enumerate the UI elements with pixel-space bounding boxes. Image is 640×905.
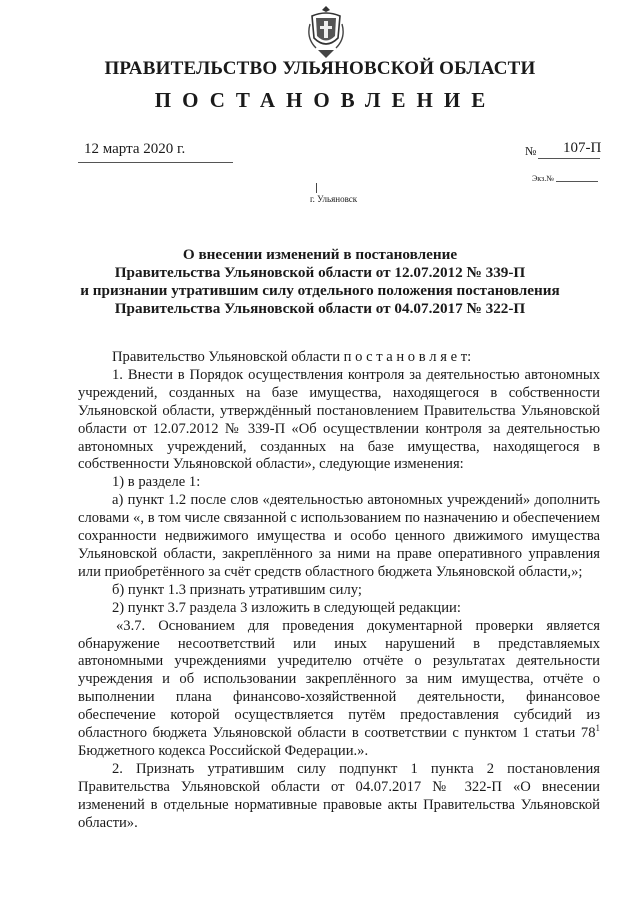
document-body [78, 349, 600, 832]
number-sign: № [525, 144, 537, 158]
document-type: ПОСТАНОВЛЕНИЕ [154, 88, 497, 112]
city-label: г. Ульяновск [310, 194, 358, 204]
document-date: 12 марта 2020 г. [84, 141, 186, 157]
title-line: и признании утратившим силу отдельного положения постановления [80, 282, 560, 299]
document-number: 107-П [563, 140, 602, 156]
paragraph-1: 1. Внести в Порядок осуществления контроля за деятельностью автономных учреждений, созданных на базе имущества, находящегося в собственности Ульяновской области, утверждённый постановлением Правительства Ульяновской области от 12.07.2012 № 339-П «Об осуществлении контроля за деятельностью автономных учреждений, созданных на базе имущества, находящегося в собственности Ульяновской области», следующие изменения: [78, 366, 600, 473]
number-underline [538, 158, 600, 159]
paragraph-1-1: 1) в разделе 1: [112, 474, 201, 491]
title-line: О внесении изменений в постановление [182, 246, 458, 263]
paragraph-1-1-b: б) пункт 1.3 признать утратившим силу; [112, 581, 362, 598]
copy-number-label: Экз.№ [532, 174, 554, 183]
intro-paragraph: Правительство Ульяновской области п о с т а н о в л я е т: [112, 349, 472, 365]
title-line: Правительства Ульяновской области от 12.07.2012 № 339-П [114, 264, 526, 281]
copy-number-underline [556, 181, 598, 182]
title-line: Правительства Ульяновской области от 04.07.2017 № 322-П [114, 300, 526, 317]
organization-name: ПРАВИТЕЛЬСТВО УЛЬЯНОВСКОЙ ОБЛАСТИ [104, 58, 536, 79]
article-superscript: 1 [595, 723, 600, 734]
paragraph-1-1-a: а) пункт 1.2 после слов «деятельностью автономных учреждений» дополнить словами «, в том числе связанной с использованием по назначению и обеспечением сохранности недвижимого имущества и особо ценного движимого имущества Ульяновской области, закреплённого за ними на праве оперативного управления или приобретённого за счёт средств областного бюджета Ульяновской области,»; [78, 492, 600, 580]
mark-tick [316, 183, 317, 193]
quoted-paragraph [78, 618, 600, 761]
paragraph-1-2: 2) пункт 3.7 раздела 3 изложить в следующей редакции: [112, 599, 461, 616]
quoted-text-end: Бюджетного кодекса Российской Федерации.». [78, 742, 369, 759]
coat-of-arms-emblem [306, 4, 346, 60]
document-title [0, 246, 640, 318]
date-underline [78, 162, 233, 163]
quoted-text: «3.7. Основанием для проведения документарной проверки является обнаружение несоответствий или иных нарушений в представляемых автономными учреждениями учредителю отчёте о результатах деятельности учреждения и об использовании закреплённого за ним имущества, отчёте о выполнении плана финансово-хозяйственной деятельности, финансовое обеспечение которой осуществляется путём предоставления субсидий из областного бюджета Ульяновской области в соответствии с пунктом 1 статьи 78 [78, 617, 600, 742]
paragraph-2: 2. Признать утратившим силу подпункт 1 пункта 2 постановления Правительства Ульяновской области от 04.07.2017 № 322-П «О внесении изменений в отдельные нормативные правовые акты Правительства Ульяновской области». [78, 760, 600, 831]
